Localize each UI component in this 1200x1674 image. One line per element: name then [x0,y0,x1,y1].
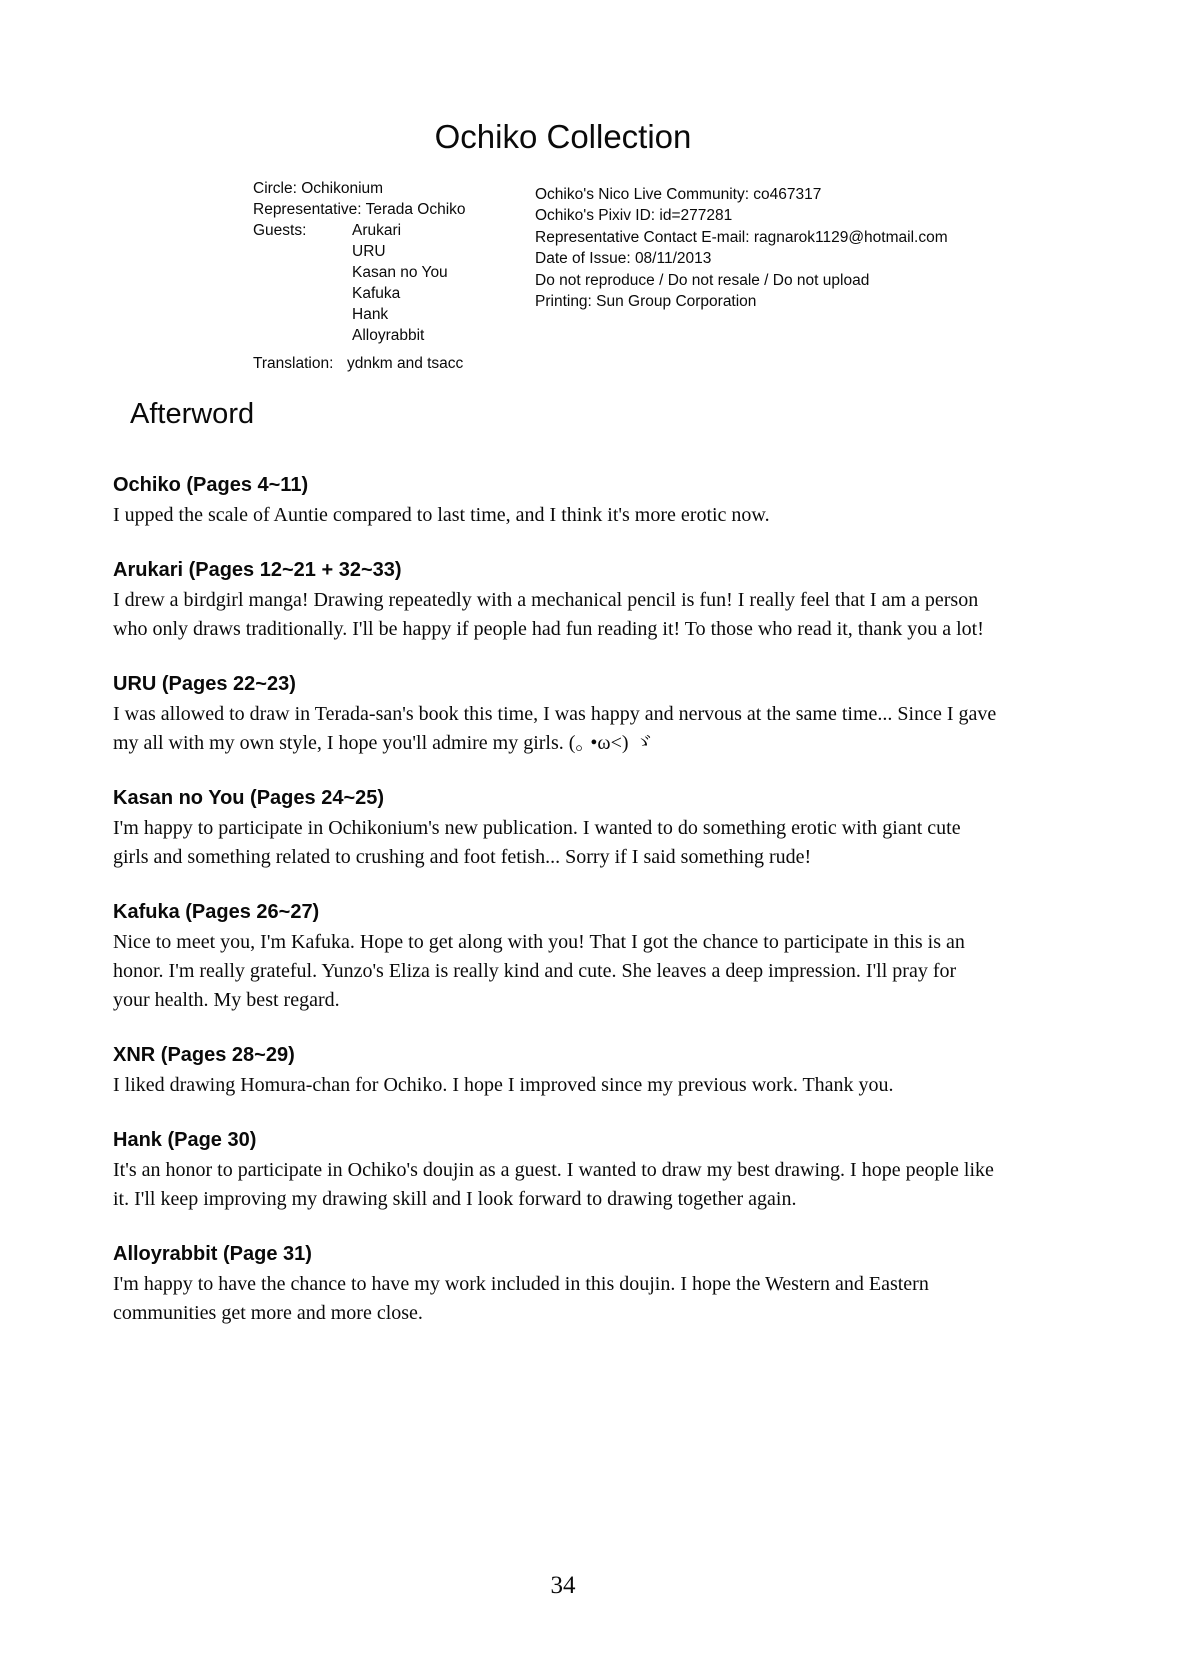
credit-translation-row [253,353,466,374]
section-heading: Ochiko (Pages 4~11) [113,474,309,496]
guest-name: Hank [352,306,389,323]
section-heading: URU (Pages 22~23) [113,673,296,695]
section-heading: Arukari (Pages 12~21 + 32~33) [113,559,402,581]
translation-label: Translation: [253,355,334,372]
page-number: 34 [550,1572,576,1599]
section-heading: Kafuka (Pages 26~27) [113,901,320,923]
guests-list [352,220,448,346]
page-title: Ochiko Collection [434,118,692,155]
section-heading: Hank (Page 30) [113,1129,257,1151]
guest-name: Kasan no You [352,264,448,281]
credits-left-block [253,178,466,374]
section-body: I drew a birdgirl manga! Drawing repeatedly with a mechanical pencil is fun! I really feel that I am a person who only draws traditionally. I'll be happy if people had fun reading it! To those who read it, thank you a lot! [113,589,984,640]
credit-representative: Representative: Terada Ochiko [253,201,466,218]
credit-contact-email: Representative Contact E-mail: ragnarok1129@hotmail.com [535,228,948,246]
section-arukari [113,557,997,644]
section-alloyrabbit [113,1241,997,1328]
credit-nico-community: Ochiko's Nico Live Community: co467317 [535,186,822,203]
afterword-heading: Afterword [130,398,255,430]
credit-usage-notice: Do not reproduce / Do not resale / Do not upload [535,271,870,289]
credit-guests-row [253,220,466,346]
section-uru [113,671,997,758]
section-body: Nice to meet you, I'm Kafuka. Hope to get along with you! That I got the chance to participate in this is an honor. I'm really grateful. Yunzo's Eliza is really kind and cute. She leaves a deep impression. I'll pray for your health. My best regard. [113,931,965,1011]
section-xnr [113,1042,997,1100]
section-heading: Kasan no You (Pages 24~25) [113,787,385,809]
guest-name: URU [352,243,386,260]
section-kafuka [113,899,997,1015]
translation-value: ydnkm and tsacc [347,355,464,372]
credit-date-of-issue: Date of Issue: 08/11/2013 [535,250,712,268]
guest-name: Arukari [352,222,402,239]
guest-name: Alloyrabbit [352,327,425,344]
section-body: I'm happy to participate in Ochikonium's new publication. I wanted to do something erotic with giant cute girls and something related to crushing and foot fetish... Sorry if I said something rude! [113,817,961,868]
credit-circle: Circle: Ochikonium [253,180,384,197]
credit-pixiv-id: Ochiko's Pixiv ID: id=277281 [535,207,733,225]
section-body: It's an honor to participate in Ochiko's doujin as a guest. I wanted to draw my best drawing. I hope people like it. I'll keep improving my drawing skill and I look forward to drawing together again. [113,1159,994,1210]
section-hank [113,1127,997,1214]
section-body: I was allowed to draw in Terada-san's book this time, I was happy and nervous at the same time... Since I gave my all with my own style, I hope you'll admire my girls. (｡ •ω<) ゞ [113,703,997,754]
section-body: I upped the scale of Auntie compared to last time, and I think it's more erotic now. [113,504,770,526]
section-heading: Alloyrabbit (Page 31) [113,1243,312,1265]
afterword-sections [113,472,997,1355]
credits-right-block [535,184,948,312]
credit-printing: Printing: Sun Group Corporation [535,293,757,311]
section-kasan-no-you [113,785,997,872]
section-body: I liked drawing Homura-chan for Ochiko. I hope I improved since my previous work. Thank you. [113,1074,894,1096]
guest-name: Kafuka [352,285,401,302]
section-body: I'm happy to have the chance to have my work included in this doujin. I hope the Western and Eastern communities get more and more close. [113,1273,929,1324]
section-heading: XNR (Pages 28~29) [113,1044,295,1066]
guests-label: Guests: [253,222,307,239]
section-ochiko [113,472,997,530]
